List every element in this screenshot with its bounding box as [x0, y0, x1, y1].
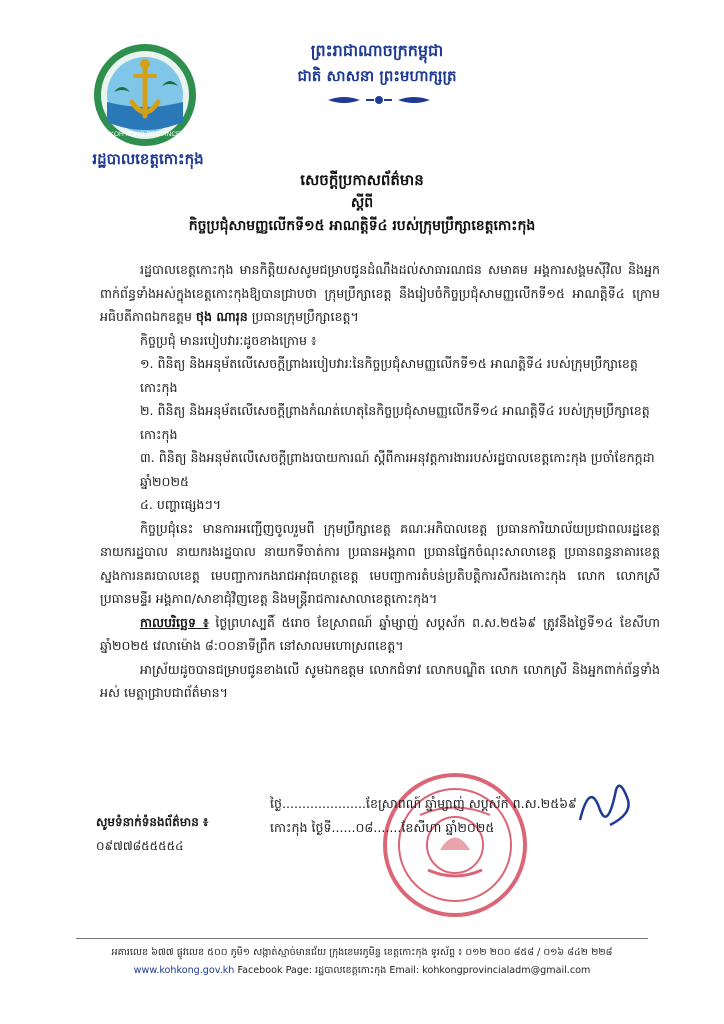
national-motto: ជាតិ សាសនា ព្រះមហាក្សត្រ: [297, 67, 457, 85]
footer-social-email: Facebook Page: រដ្ឋបាលខេត្តកោះកុង Email: kohkongprovincialadm@gmail.com: [237, 965, 591, 976]
attendees-paragraph: កិច្ចប្រជុំនេះ មានការអញ្ជើញចូលរួមពី ក្រុមប្រឹក្សាខេត្ត គណៈអភិបាលខេត្ត ប្រធានការិយាល័យប្រជាពលរដ្ឋខេត្ត នាយករដ្ឋបាល នាយករងរដ្ឋបាល នាយកទីចាត់ការ ប្រធានអង្គភាព ប្រធានផ្នែកចំណុះសាលាខេត្ត ប្រធានពន្ធនាគារខេត្ត ស្នងការនគរបាលខេត្ត មេបញ្ជាការកងរាជអាវុធហត្ថខេត្ត មេបញ្ជាការតំបន់ប្រតិបត្តិការសឹករងកោះកុង លោក លោកស្រីប្រធានមន្ទីរ អង្គភាព/សាខាជុំវិញខេត្ត និងមន្ត្រីរាជការសាលាខេត្តកោះកុង។: [100, 520, 660, 606]
footer-links: [76, 962, 648, 980]
agenda-item: ២. ពិនិត្យ និងអនុម័តលើសេចក្តីព្រាងកំណត់ហេតុនៃកិច្ចប្រជុំសាមញ្ញលើកទី១៤ អាណត្តិទី៤ របស់ក្រុមប្រឹក្សាខេត្តកោះកុង: [140, 403, 650, 442]
lunar-date: ថ្ងៃ.....................ខែស្រាពណ៍ ឆ្នាំម្សាញ់ សប្តស័ក ព.ស.២៥៦៩: [270, 796, 577, 811]
footer-divider: [76, 938, 648, 939]
agenda-intro: កិច្ចប្រជុំ មានរបៀបវារៈដូចខាងក្រោម ៖: [140, 332, 317, 348]
agenda-item: ៣. ពិនិត្យ និងអនុម័តលើសេចក្តីព្រាងរបាយការណ៍ ស្តីពីការអនុវត្តការងាររបស់រដ្ឋបាលខេត្តកោះកុង ប្រចាំខែកក្កដា ឆ្នាំ២០២៥: [140, 450, 655, 489]
intro-suffix: ប្រធានក្រុមប្រឹក្សាខេត្ត។: [251, 309, 359, 324]
svg-text:KOH KONG PROVINCE: KOH KONG PROVINCE: [109, 131, 181, 138]
agenda-item: ១. ពិនិត្យ និងអនុម័តលើសេចក្តីព្រាងរបៀបវារៈនៃកិច្ចប្រជុំសាមញ្ញលើកទី១៥ អាណត្តិទី៤ របស់ក្រុមប្រឹក្សាខេត្តកោះកុង: [140, 356, 638, 395]
contact-phone: ០៩៧៧៨៥៥៥៥៤: [96, 839, 184, 853]
closing-paragraph: អាស្រ័យដូចបានជម្រាបជូនខាងលើ សូមឯកឧត្តម លោកជំទាវ លោកបណ្ឌិត លោក លោកស្រី និងអ្នកពាក់ព័ន្ធទាំងអស់ មេត្តាជ្រាបជាព័ត៌មាន។: [100, 661, 660, 700]
title-subject: កិច្ចប្រជុំសាមញ្ញលើកទី១៥ អាណត្តិទី៤ របស់ក្រុមប្រឹក្សាខេត្តកោះកុង: [188, 218, 536, 234]
province-logo: [92, 42, 198, 148]
website-link[interactable]: www.kohkong.gov.kh: [133, 965, 235, 976]
schedule-paragraph: [100, 611, 660, 658]
agenda-item: ៤. បញ្ហាផ្សេងៗ។: [140, 497, 221, 512]
agenda-list: [100, 352, 660, 517]
schedule-text: ថ្ងៃព្រហស្បតិ៍ ៥រោច ខែស្រាពណ៍ ឆ្នាំម្សាញ់ សប្តស័ក ព.ស.២៥៦៩ ត្រូវនឹងថ្ងៃទី១៤ ខែសីហា ឆ្នាំ២០២៥ វេលាម៉ោង ៨:០០នាទីព្រឹក នៅសាលមហោស្រពខេត្ត។: [100, 614, 660, 653]
document-body: [100, 258, 660, 705]
title-regarding: ស្តីពី: [350, 195, 374, 211]
ornament-divider-icon: [324, 92, 434, 108]
intro-paragraph: [100, 258, 660, 329]
chairperson-name: ថុង ណារុន: [195, 309, 248, 324]
contact-info: [96, 810, 296, 858]
footer: [76, 944, 648, 980]
schedule-label: កាលបរិច្ឆេទ ៖: [140, 614, 209, 630]
footer-address: អគារលេខ ៦៧៧ ផ្លូវលេខ ៥០០ ភូមិ១ សង្កាត់ស្មាច់មានជ័យ ក្រុងខេមរភូមិន្ទ ខេត្តកោះកុង ទូរស័ព្ទ ៖ ០១២ ២០០ ៨៥៨ / ០១៦ ៨៤២ ២២៨: [111, 947, 613, 958]
intro-text: រដ្ឋបាលខេត្តកោះកុង មានកិត្តិយសសូមជម្រាបជូនដំណឹងដល់សាធារណជន សមាគម អង្គការសង្គមស៊ីវិល និងអ្នកពាក់ព័ន្ធទាំងអស់ក្នុងខេត្តកោះកុងឱ្យបានជ្រាបថា ក្រុមប្រឹក្សាខេត្ត នឹងរៀបចំកិច្ចប្រជុំសាមញ្ញលើកទី១៥ អាណត្តិទី៤ ក្រោមអធិបតីភាពឯកឧត្តម: [100, 262, 660, 324]
kingdom-motto: [262, 38, 492, 88]
document-title: [110, 168, 614, 238]
contact-label: សូមទំនាក់ទំនងព័ត៌មាន ៖: [96, 815, 209, 829]
title-announcement: សេចក្តីប្រកាសព័ត៌មាន: [300, 171, 424, 189]
organization-name: រដ្ឋបាលខេត្តកោះកុង: [92, 150, 204, 168]
solar-date: កោះកុង ថ្ងៃទី......០៨.......ខែសីហា ឆ្នាំ២០២៥: [270, 820, 495, 835]
date-block: [270, 792, 630, 840]
kingdom-name: ព្រះរាជាណាចក្រកម្ពុជា: [310, 41, 444, 60]
